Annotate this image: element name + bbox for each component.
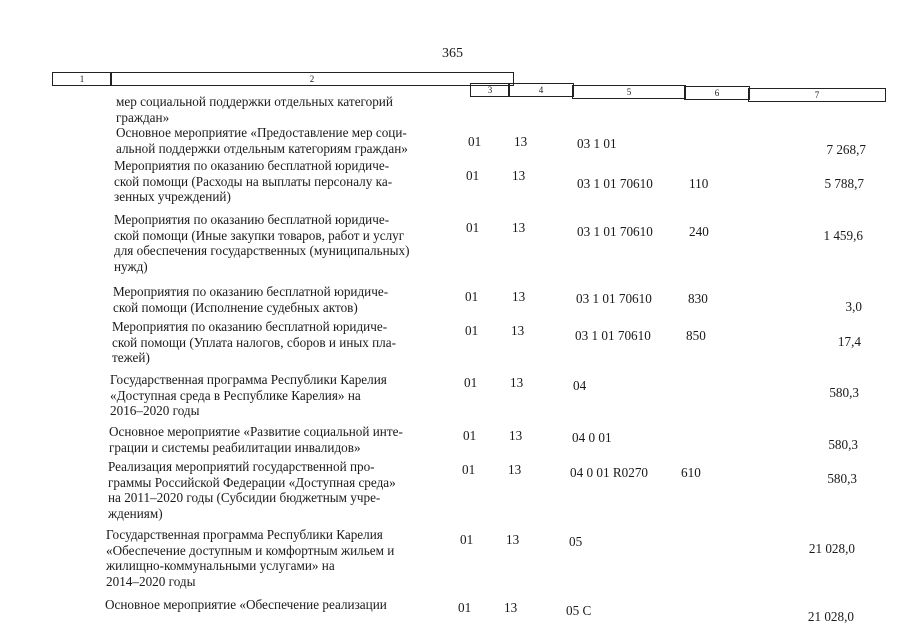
header-col-1: 1 [52,72,112,86]
page-number: 365 [442,46,463,61]
row-description: Основное мероприятие «Предоставление мер соци- альной поддержки отдельным категориям граждан» [116,125,408,156]
row-expense-type: 830 [688,291,708,306]
row-target-article: 03 1 01 70610 [577,224,653,239]
row-subsection: 13 [514,134,528,149]
row-description: Реализация мероприятий государственной про- граммы Российской Федерации «Доступная среда» на 2011–2020 годы (Субсидии бюджетным учре- ждениям) [108,459,396,521]
row-target-article: 05 С [566,603,592,618]
row-subsection: 13 [510,375,524,390]
row-section: 01 [462,462,476,477]
row-section: 01 [464,375,478,390]
row-target-article: 03 1 01 70610 [576,291,652,306]
row-amount: 7 268,7 [826,142,866,157]
row-amount: 21 028,0 [807,609,854,624]
row-description: Государственная программа Республики Карелия «Обеспечение доступным и комфортным жильем и жилищно-коммунальными услугами» на 2014–2020 годы [106,527,395,589]
row-target-article: 05 [569,534,583,549]
row-amount: 580,3 [827,471,857,486]
row-description: мер социальной поддержки отдельных категорий граждан» [116,94,393,125]
row-amount: 17,4 [837,334,861,349]
row-description: Государственная программа Республики Карелия «Доступная среда в Республике Карелия» на 2016–2020 годы [110,372,387,418]
row-amount: 5 788,7 [824,176,864,191]
header-col-5: 5 [572,85,686,99]
row-expense-type: 240 [689,224,709,239]
row-subsection: 13 [512,168,526,183]
row-subsection: 13 [512,220,526,235]
header-col-6: 6 [684,86,750,100]
row-section: 01 [463,428,477,443]
row-amount: 21 028,0 [808,541,855,556]
row-section: 01 [465,323,479,338]
row-target-article: 04 0 01 R0270 [570,465,649,480]
row-amount: 3,0 [845,299,862,314]
header-col-2: 2 [110,72,514,86]
row-amount: 580,3 [828,437,858,452]
row-section: 01 [466,168,480,183]
row-section: 01 [465,289,479,304]
row-target-article: 03 1 01 [577,136,617,151]
row-description: Основное мероприятие «Обеспечение реализации [105,597,387,612]
row-target-article: 04 [573,378,587,393]
row-target-article: 04 0 01 [572,430,612,445]
row-description: Мероприятия по оказанию бесплатной юридиче- ской помощи (Иные закупки товаров, работ и услуг для обеспечения государственных (муниципальных) нужд) [114,212,410,274]
row-subsection: 13 [506,532,520,547]
row-subsection: 13 [511,323,525,338]
row-description: Мероприятия по оказанию бесплатной юридиче- ской помощи (Исполнение судебных актов) [113,284,389,315]
row-subsection: 13 [509,428,523,443]
header-col-4: 4 [508,83,574,97]
row-amount: 580,3 [829,385,859,400]
row-section: 01 [460,532,474,547]
row-subsection: 13 [508,462,522,477]
header-col-7: 7 [748,88,886,102]
header-col-3: 3 [470,83,510,97]
row-description: Мероприятия по оказанию бесплатной юридиче- ской помощи (Расходы на выплаты персоналу ка- зенных учреждений) [114,158,393,204]
row-target-article: 03 1 01 70610 [575,328,651,343]
row-expense-type: 850 [686,328,706,343]
row-expense-type: 110 [689,176,709,191]
row-description: Основное мероприятие «Развитие социальной инте- грации и системы реабилитации инвалидов» [109,424,403,455]
row-section: 01 [468,134,482,149]
row-subsection: 13 [504,600,518,615]
row-description: Мероприятия по оказанию бесплатной юридиче- ской помощи (Уплата налогов, сборов и иных пла- тежей) [112,319,397,365]
row-target-article: 03 1 01 70610 [577,176,653,191]
row-amount: 1 459,6 [823,228,863,243]
row-section: 01 [466,220,480,235]
row-subsection: 13 [512,289,526,304]
row-section: 01 [458,600,472,615]
row-expense-type: 610 [681,465,701,480]
